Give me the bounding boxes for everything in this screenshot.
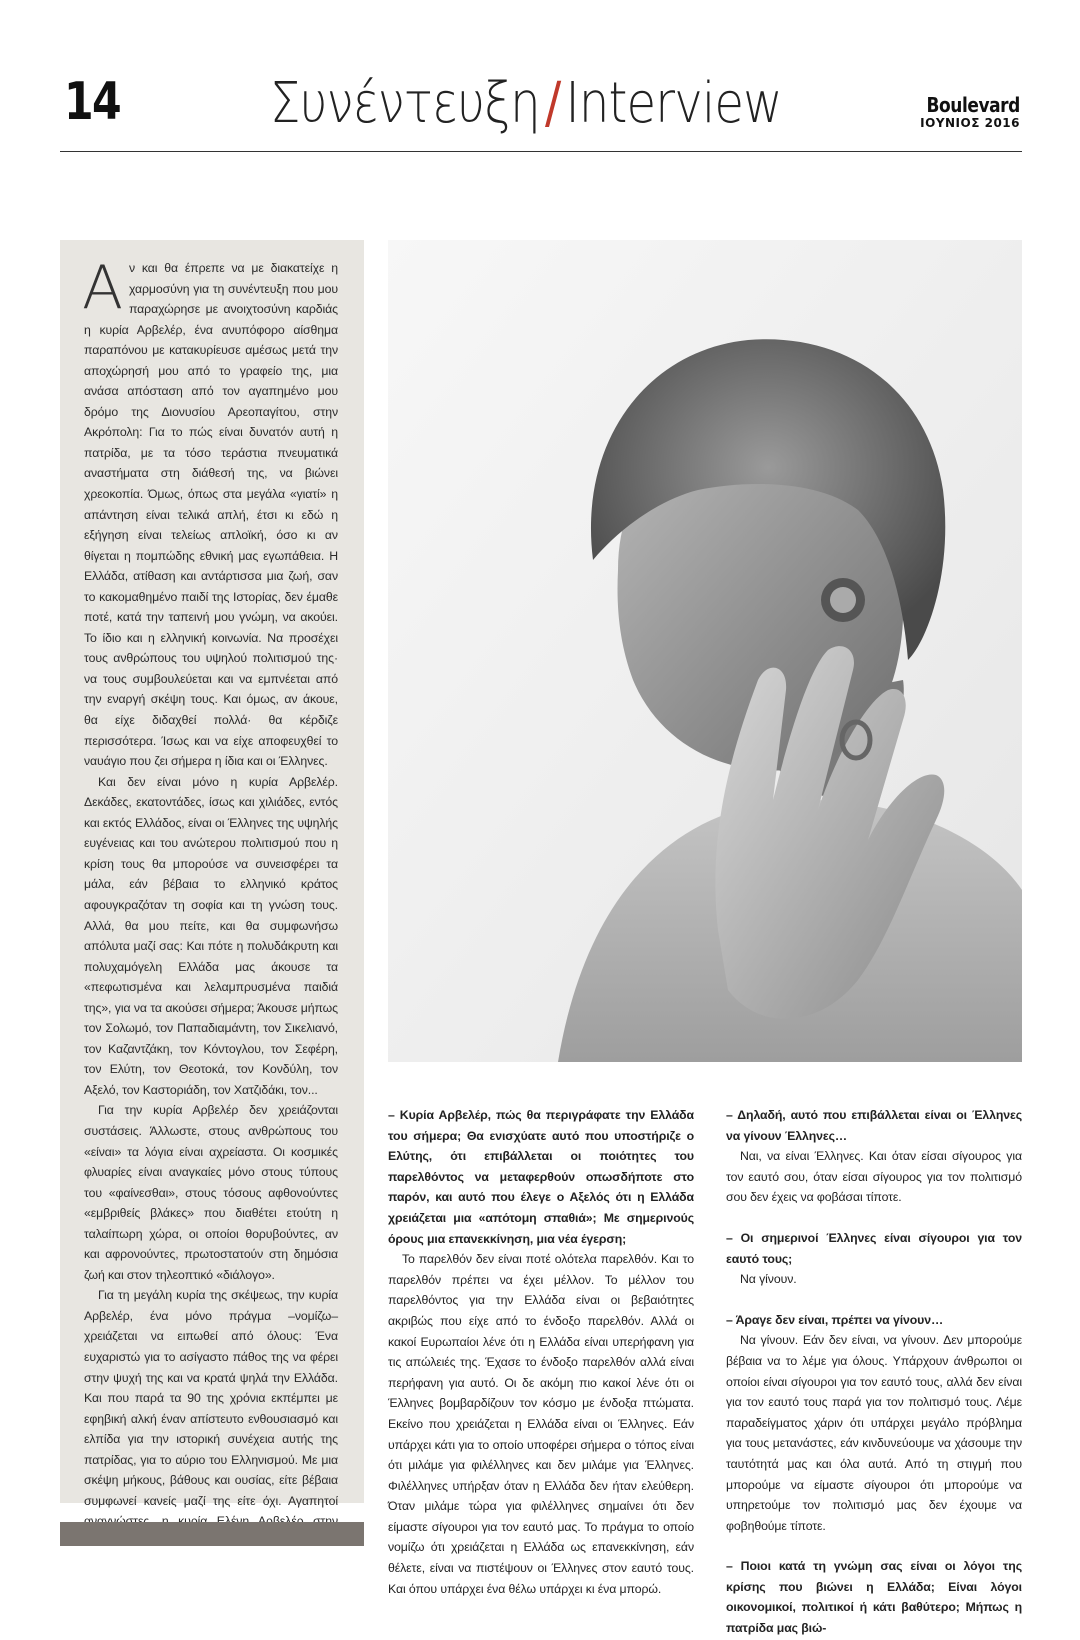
section-title-greek: Συνέντευξη <box>270 71 540 136</box>
interview-answer: Το παρελθόν δεν είναι ποτέ ολότελα παρελθόν. Και το παρελθόν πρέπει να έχει μέλλον. Το μέλλον του παρελθόντος για την Ελλάδα είναι οι βεβαιότητες ακριβώς που είχε από το ένδοξο παρελθόν. Αλλά οι κακοί Ευρωπαίοι λένε ότι η Ελλάδα είναι υπερήφανη για τις απώλειές της. Έχασε το ένδοξο παρελθόν αλλά είναι περήφανη για αυτό. Οι δε ακόμη πιο κακοί λένε ότι οι Έλληνες βομβαρδίζουν τον κόσμο με ένδοξα πτώματα. Εκείνο που χρειάζεται η Ελλάδα είναι οι Έλληνες. Εάν υπάρχει κάτι για το οποίο υποφέρει σήμερα ο τόπος είναι ότι μιλάμε για φιλέλληνες και δεν μιλάμε για Έλληνες. Φιλέλληνες υπήρξαν όταν η Ελλάδα δεν ήταν ελεύθερη. Όταν μιλάμε τώρα για φιλέλληνες σημαίνει ότι δεν είμαστε σίγουροι για τον εαυτό μας. Το πράγμα το οποίο νομίζω ότι χρειάζεται η Ελλάδα ως επανεκκίνηση, εάν θέλετε, είναι να πιστέψουν οι Έλληνες στον εαυτό τους. Και όπου υπάρχει ένα θέλω υπάρχει κι ένα μπορώ. <box>388 1252 694 1596</box>
interview-question: – Κυρία Αρβελέρ, πώς θα περιγράφατε την Ελλάδα του σήμερα; Θα ενισχύατε αυτό που υποστήριζε ο Ελύτης, ότι επιβάλλεται οι ποιότητες του παρελθόντος να μεταφερθούν οπωσδήποτε στο παρόν, και αυτό που έλεγε ο Αξελός ότι η Ελλάδα χρειάζεται μια «απότομη σπαθιά»; Με σημερινούς όρους μια επανεκκίνηση, μια νέα έγερση; <box>388 1108 694 1246</box>
intro-text <box>82 253 338 1552</box>
intro-paragraph: Για την κυρία Αρβελέρ δεν χρειάζονται συστάσεις. Άλλωστε, στους ανθρώπους του «είναι» τα λόγια είναι αχρείαστα. Οι κοσμικές φλυαρίες είναι αναγκαίες μόνο στους τύπους του «φαίνεσθαι», στους τόσους αφθονούντες «εμβριθείς βλάκες» που διαθέτει ετούτη η ταλαίπωρη χώρα, οι οποίοι θορυβούντες, αν και αφρονούντες, πρωτοστατούν στη δημόσια ζωή και στον τηλεοπτικό «διάλογο». <box>84 1103 338 1282</box>
intro-paragraph-text: ν και θα έπρεπε να με διακατείχε η χαρμοσύνη για τη συνέντευξη που μου παραχώρησε με ανοιχτοσύνη καρδιάς η κυρία Αρβελέρ, ένα ανυπόφορο αίσθημα παραπόνου με κατακυρίευσε αμέσως μετά την αποχώρησή μου από το γραφείο της, μια ανάσα απόσταση από τον αγαπημένο μου δρόμο της Διονυσίου Αρεοπαγίτου, στην Ακρόπολη: Για το πώς είναι δυνατόν αυτή η πατρίδα, με τα τόσο τεράστια πνευματικά αναστήματα στη διάθεσή της, να βιώνει χρεοκοπία. Όμως, όπως στα μεγάλα «γιατί» η απάντηση είναι τελικά απλή, έτσι κι εδώ η εξήγηση είναι τελείως απλοϊκή, όσο κι αν θίγεται η πομπώδης εθνική μας εγωπάθεια. Η Ελλάδα, ατίθαση και αντάρτισσα μια ζωή, σαν το κακομαθημένο παιδί της Ιστορίας, δεν έμαθε ποτέ, κατά την ταπεινή μου γνώμη, να ακούει. Το ίδιο και η ελληνική κοινωνία. Να προσέχει τους ανθρώπους του υψηλού πολιτισμού της· να τους συμβουλεύεται και να εμπνέεται από την εναργή σκέψη τους. Και όμως, αν άκουε, θα είχε διδαχθεί πολλά· θα κέρδιζε περισσότερα. Ίσως και να είχε αποφευχθεί το ναυάγιο που ζει σήμερα η ίδια και οι Έλληνες. <box>84 261 338 769</box>
interview-question: – Οι σημερινοί Έλληνες είναι σίγουροι για τον εαυτό τους; <box>726 1230 1022 1266</box>
header-divider <box>60 151 1022 152</box>
masthead-brand <box>910 95 1020 131</box>
interview-answer: Ναι, να είναι Έλληνες. Και όταν είσαι σίγουρος για τον εαυτό σου, όταν είσαι σίγουρος για τον πολιτισμό σου δεν έχεις να φοβάσαι τίποτε. <box>726 1149 1022 1205</box>
interview-column-right <box>726 1105 1022 1639</box>
interview-question: – Άραγε δεν είναι, πρέπει να γίνουν… <box>726 1312 944 1327</box>
portrait-illustration <box>388 240 1022 1062</box>
interview-column-left <box>388 1105 694 1599</box>
interview-question: – Ποιοι κατά τη γνώμη σας είναι οι λόγοι της κρίσης που βιώνει η Ελλάδα; Είναι λόγοι οικονομικοί, πολιτικοί ή κάτι βαθύτερο; Μήπως η πατρίδα μας βιώ- <box>726 1559 1022 1636</box>
section-title-separator: / <box>544 71 561 136</box>
portrait-photo <box>388 240 1022 1062</box>
issue-date: ΙΟΥΝΙΟΣ 2016 <box>920 116 1020 130</box>
section-title <box>270 71 782 136</box>
drop-cap: Α <box>82 253 123 323</box>
page-number: 14 <box>64 72 121 132</box>
intro-paragraph <box>82 253 338 772</box>
intro-paragraph: Και δεν είναι μόνο η κυρία Αρβελέρ. Δεκάδες, εκατοντάδες, ίσως και χιλιάδες, εντός και εκτός Ελλάδος, είναι οι Έλληνες της υψηλής ευγένειας και του ανώτερου πολιτισμού που η κρίση τους θα μπορούσε να συνεισφέρει τα μάλα, εάν βέβαια το ελληνικό κράτος αφουγκραζόταν τη σοφία και τη γνώση τους. Αλλά, θα μου πείτε, και θα συμφωνήσω απόλυτα μαζί σας: Και πότε η πολυδάκρυτη και πολυχαμόγελη Ελλάδα μας άκουσε τα «πεφωτισμένα και λελαμπρυσμένα παιδιά της», για να τα ακούσει σήμερα; Άκουσε μήπως τον Σολωμό, τον Παπαδιαμάντη, τον Σικελιανό, τον Καζαντζάκη, τον Κόντογλου, τον Σεφέρη, τον Ελύτη, τον Θεοτοκά, τον Κονδύλη, τον Αξελό, τον Καστοριάδη, τον Χατζιδάκι, τον... <box>84 774 338 1097</box>
section-title-english: Interview <box>565 71 782 136</box>
interview-question: – Δηλαδή, αυτό που επιβάλλεται είναι οι Έλληνες να γίνουν Έλληνες… <box>726 1108 1022 1143</box>
interview-answer: Να γίνουν. <box>740 1272 797 1287</box>
interview-answer: Να γίνουν. Εάν δεν είναι, να γίνουν. Δεν μπορούμε βέβαια να το λέμε για όλους. Υπάρχουν άνθρωποι οι οποίοι είναι σίγουροι για τον εαυτό τους, αλλά δεν είναι για τον εαυτό τους παρά για τον πολιτισμό τους. Λέμε παραδείγματος χάριν ότι υπάρχει μεγάλο πρόβλημα για τους μετανάστες, εάν κινδυνεύουμε να χάσουμε την ταυτότητά μας και όλα αυτά. Από τη στιγμή που μπορούμε να είμαστε σίγουροι ότι μπορούμε να υπηρετούμε τον πολιτισμό μας δεν έχουμε να φοβηθούμε τίποτε. <box>726 1333 1022 1533</box>
intro-footer-bar <box>60 1522 364 1546</box>
brand-name: Boulevard <box>926 93 1020 117</box>
intro-paragraph: Για τη μεγάλη κυρία της σκέψεως, την κυρία Αρβελέρ, ένα μόνο πράγμα –νομίζω– χρειάζεται να ειπωθεί από όλους: Ένα ευχαριστώ για το ασίγαστο πάθος της να φέρει στην ψυχή της και να κρατά ψηλά την Ελλάδα. Και που παρά τα 90 της χρόνια εκπέμπει με εφηβική αλκή έναν απίστευτο ενθουσιασμό και ελπίδα για την ιστορική συνέχεια αυτής της πατρίδας, για το αύριο του Ελληνισμού. Με μια σκέψη μήκους, βάθους και ουσίας, είτε βέβαια συμφωνεί κανείς μαζί της είτε όχι. Αγαπητοί <box>84 1288 338 1508</box>
